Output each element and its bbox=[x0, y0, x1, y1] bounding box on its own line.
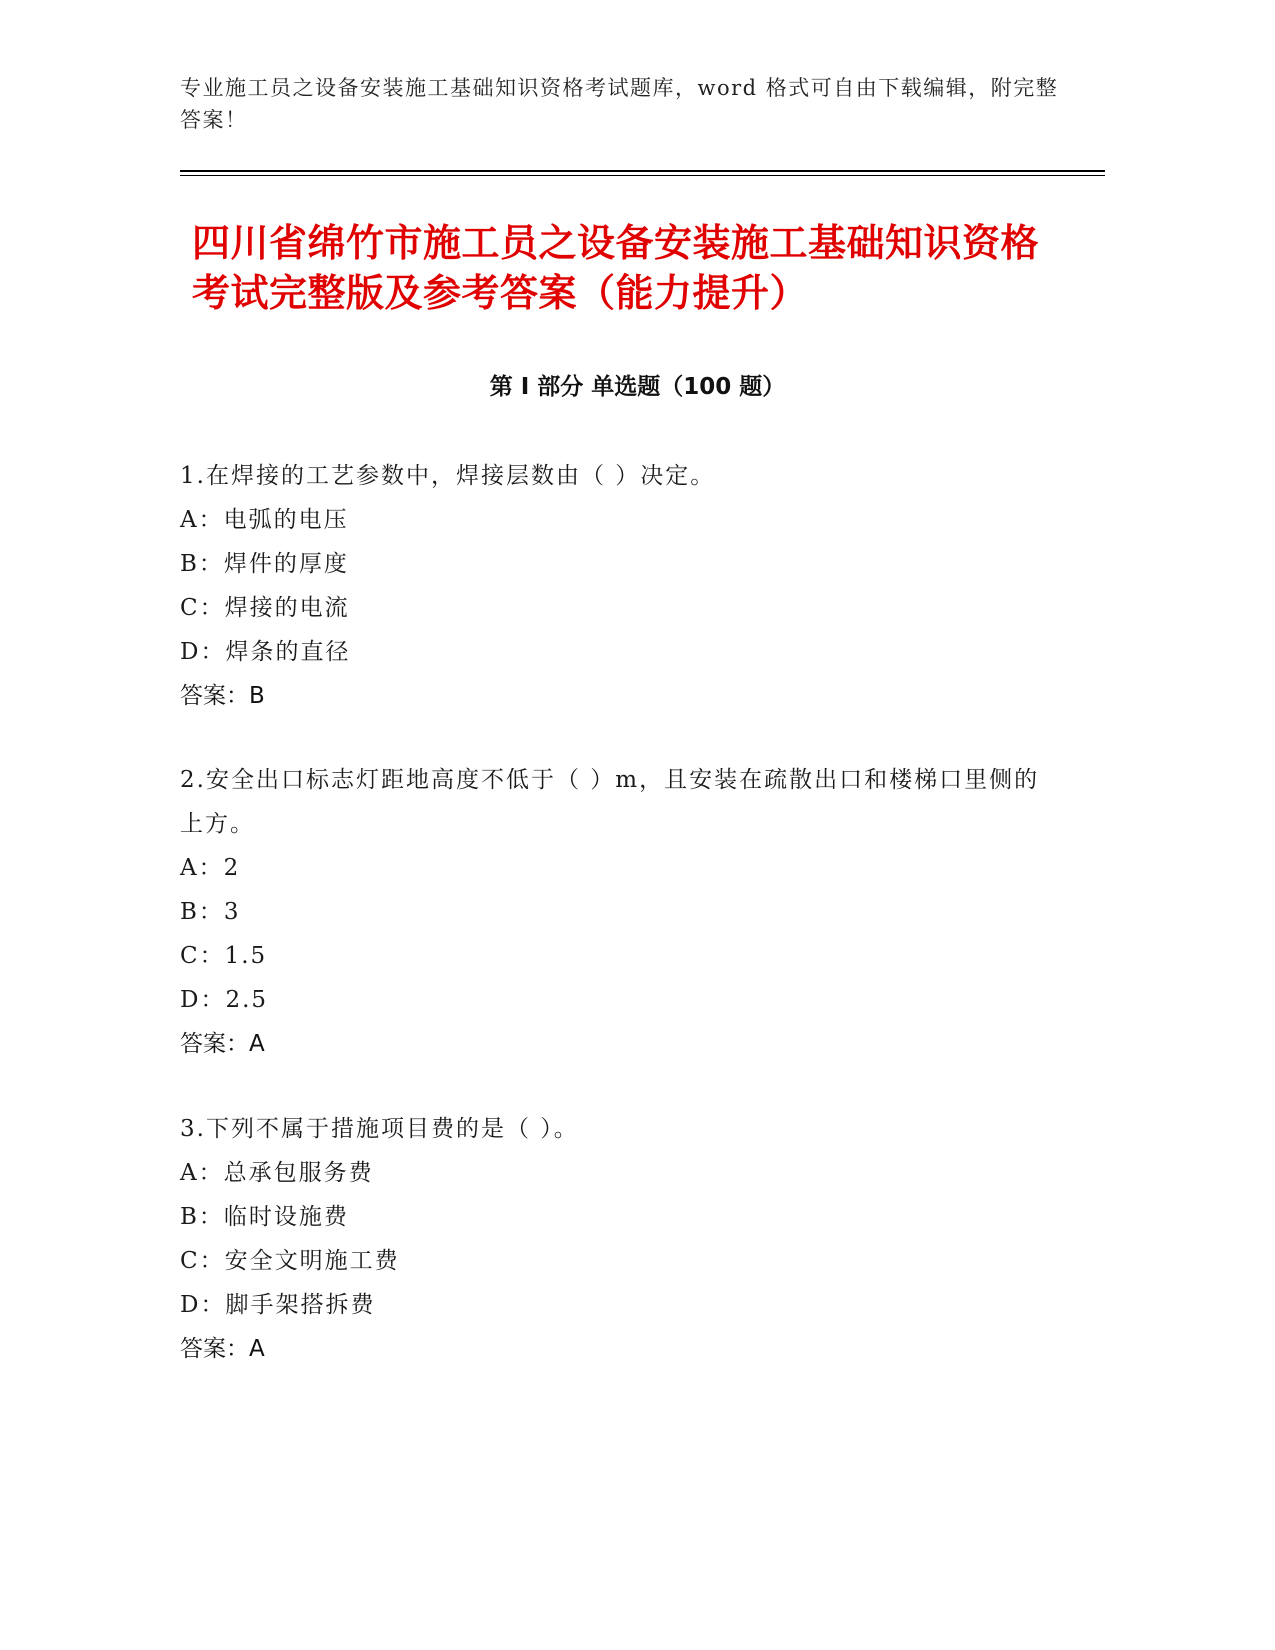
option-d: D：焊条的直径 bbox=[180, 639, 351, 665]
answer-line: 答案：A bbox=[180, 1031, 265, 1057]
option-d: D：脚手架搭拆费 bbox=[180, 1292, 376, 1318]
question-block bbox=[180, 454, 1040, 718]
question-block bbox=[180, 758, 1040, 1066]
option-c: C：安全文明施工费 bbox=[180, 1248, 400, 1274]
answer-line: 答案：B bbox=[180, 683, 265, 709]
header-divider-thick bbox=[180, 170, 1105, 172]
question-stem: 2.安全出口标志灯距地高度不低于（ ）m，且安装在疏散出口和楼梯口里侧的上方。 bbox=[180, 767, 1040, 837]
question-stem: 1.在焊接的工艺参数中，焊接层数由（ ）决定。 bbox=[180, 463, 716, 489]
header-divider-thin bbox=[180, 175, 1105, 176]
option-b: B：临时设施费 bbox=[180, 1204, 349, 1230]
option-d: D：2.5 bbox=[180, 987, 269, 1013]
option-a: A：电弧的电压 bbox=[180, 507, 349, 533]
question-block bbox=[180, 1107, 1040, 1371]
option-c: C：1.5 bbox=[180, 943, 268, 969]
answer-line: 答案：A bbox=[180, 1336, 265, 1362]
option-b: B：焊件的厚度 bbox=[180, 551, 349, 577]
document-title: 四川省绵竹市施工员之设备安装施工基础知识资格考试完整版及参考答案（能力提升） bbox=[192, 221, 1040, 315]
question-stem: 3.下列不属于措施项目费的是（ ）。 bbox=[180, 1116, 579, 1142]
option-b: B：3 bbox=[180, 899, 241, 925]
option-a: A：总承包服务费 bbox=[180, 1160, 374, 1186]
header-note: 专业施工员之设备安装施工基础知识资格考试题库，word 格式可自由下载编辑，附完整答案！ bbox=[180, 76, 1059, 132]
option-c: C：焊接的电流 bbox=[180, 595, 350, 621]
section-title: 第 I 部分 单选题（100 题） bbox=[489, 374, 786, 400]
option-a: A：2 bbox=[180, 855, 241, 881]
